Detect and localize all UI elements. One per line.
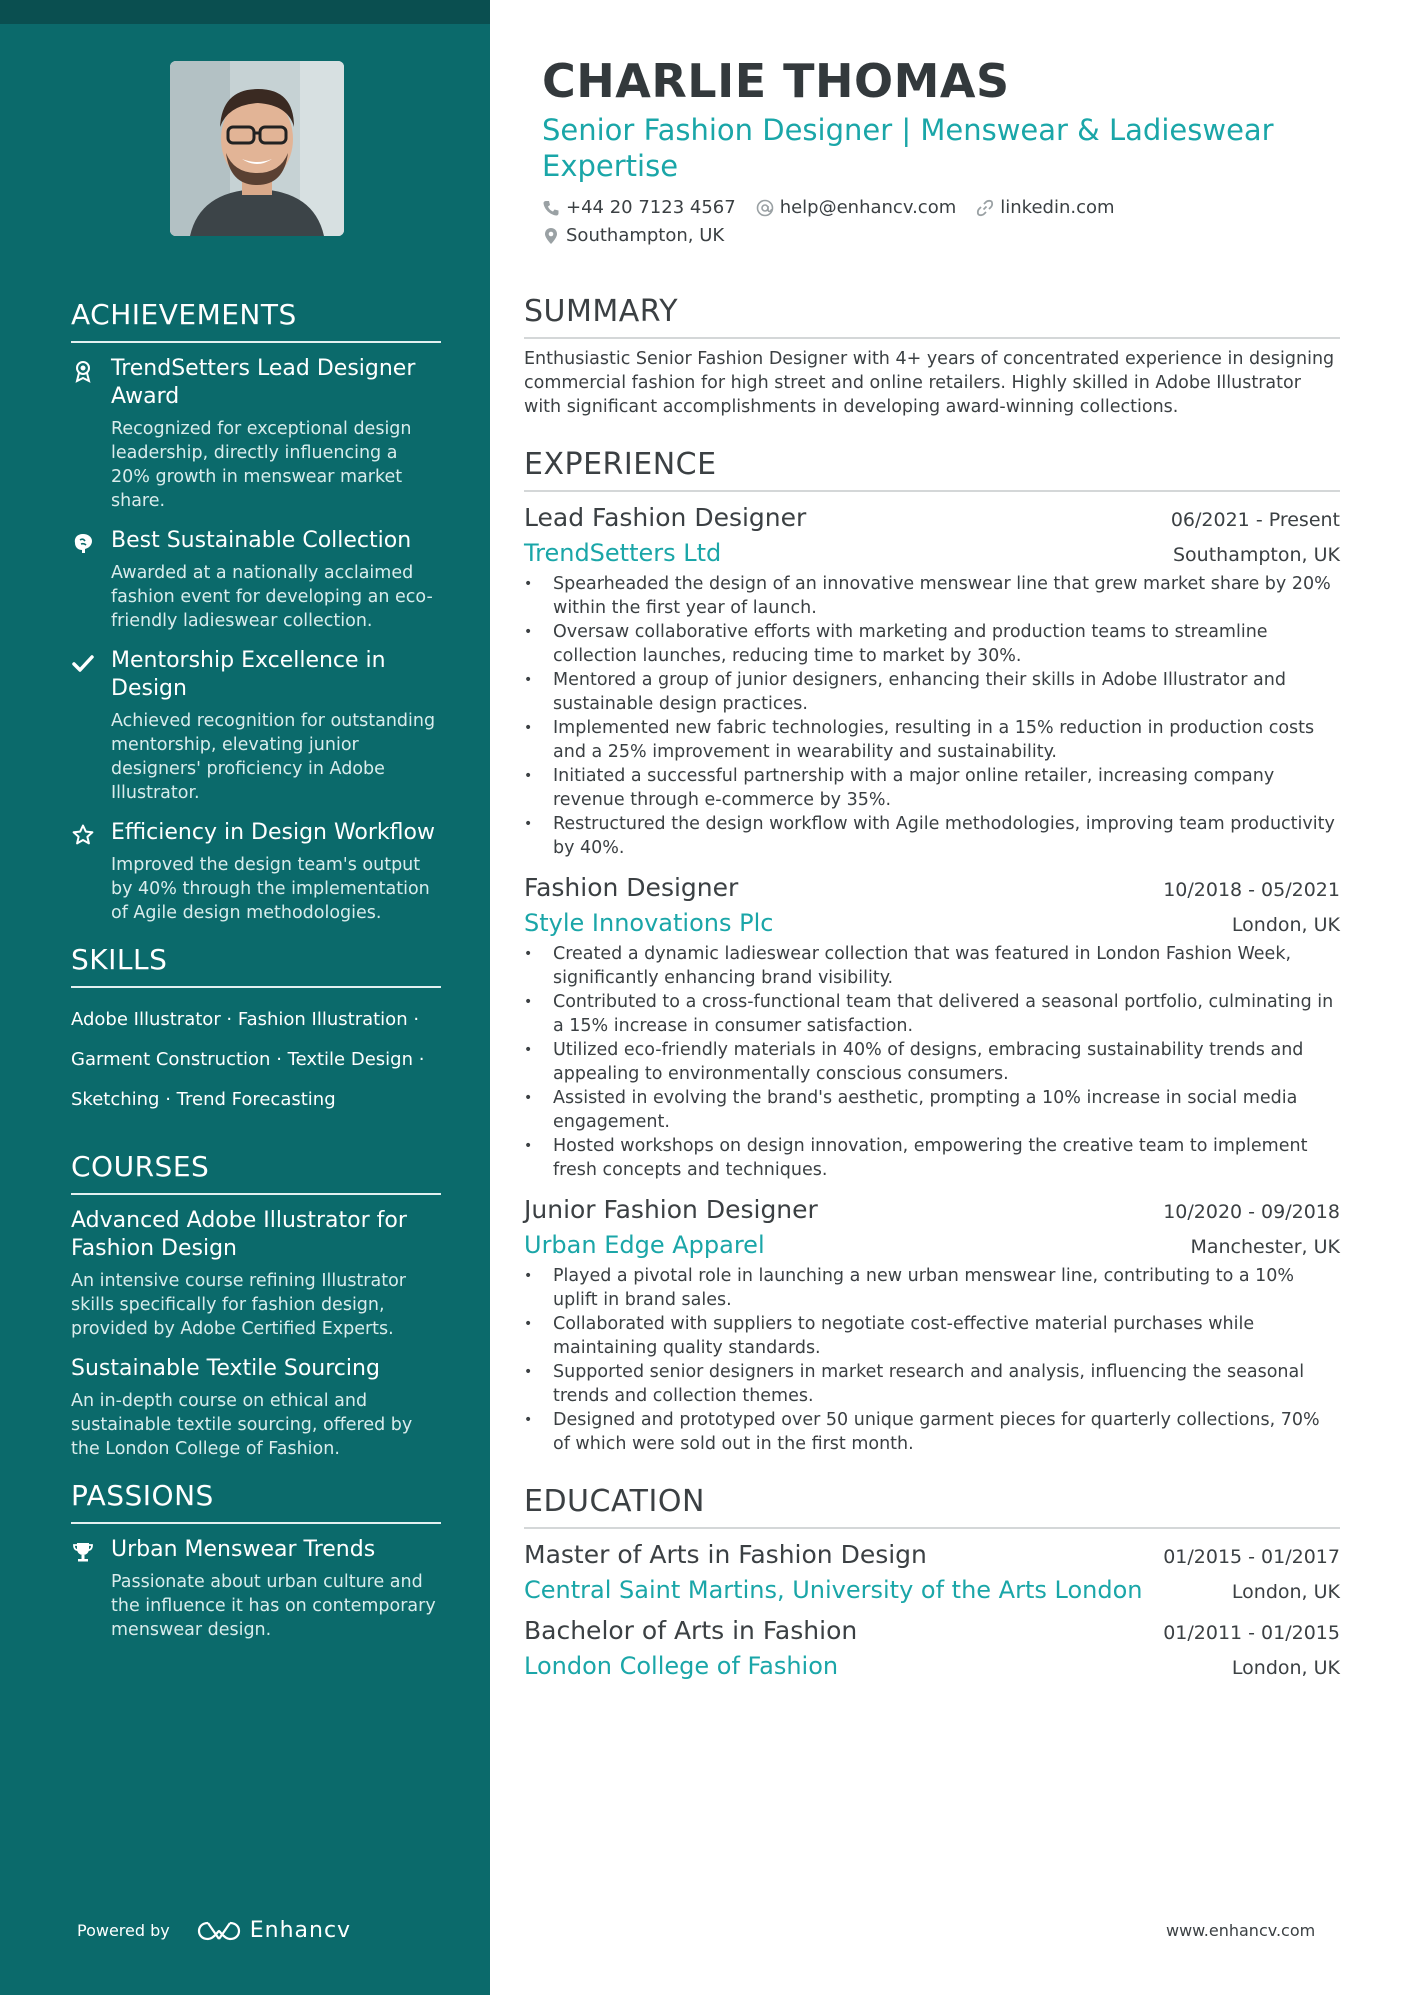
- passions-heading: PASSIONS: [71, 1479, 441, 1524]
- achievement-description: Achieved recognition for outstanding mentorship, elevating junior designers' proficiency in Adobe Illustrator.: [111, 711, 436, 803]
- phone-contact[interactable]: [542, 194, 736, 222]
- achievement-title: TrendSetters Lead Designer Award: [111, 356, 416, 409]
- location-text: Southampton, UK: [566, 225, 725, 246]
- courses-heading: COURSES: [71, 1150, 441, 1195]
- company-row: [524, 1228, 1340, 1262]
- school-location: London, UK: [1231, 1657, 1340, 1679]
- company-row: [524, 906, 1340, 940]
- brain-icon: [71, 531, 95, 555]
- education-entry: [524, 1613, 1340, 1683]
- skills-list: [71, 1000, 441, 1120]
- award-ribbon-icon: [71, 359, 95, 383]
- passion-description: Passionate about urban culture and the influence it has on contemporary menswear design.: [111, 1572, 436, 1640]
- skills-line: Garment Construction · Textile Design ·: [71, 1049, 425, 1070]
- passion-item: [71, 1536, 441, 1642]
- location-contact: [542, 222, 724, 250]
- degree-title: Bachelor of Arts in Fashion: [524, 1616, 858, 1645]
- main-content: [524, 54, 1340, 1689]
- location-pin-icon: [542, 227, 560, 245]
- achievement-title: Efficiency in Design Workflow: [111, 820, 435, 845]
- trophy-icon: [71, 1540, 95, 1564]
- bullet-item: • Utilized eco-friendly materials in 40% of designs, embracing sustainability trends and appealing to environmentally conscious consumers.: [524, 1038, 1340, 1086]
- course-description: An intensive course refining Illustrator skills specifically for fashion design, provided by Adobe Certified Experts.: [71, 1271, 406, 1339]
- bullet-item: • Mentored a group of junior designers, enhancing their skills in Adobe Illustrator and sustainable design practices.: [524, 668, 1340, 716]
- job-title-row: [524, 500, 1340, 536]
- phone-number: +44 20 7123 4567: [566, 197, 736, 218]
- achievement-item: [71, 819, 441, 925]
- degree-row: [524, 1537, 1340, 1573]
- achievement-item: [71, 355, 441, 513]
- bullet-item: • Initiated a successful partnership with a major online retailer, increasing company revenue through e-commerce by 35%.: [524, 764, 1340, 812]
- achievement-title: Best Sustainable Collection: [111, 528, 412, 553]
- profile-photo: [170, 61, 344, 236]
- course-title: Sustainable Textile Sourcing: [71, 1356, 380, 1381]
- school-name: London College of Fashion: [524, 1652, 839, 1680]
- job-location: Manchester, UK: [1190, 1236, 1340, 1258]
- job-location: Southampton, UK: [1173, 544, 1340, 566]
- contact-row: [542, 194, 1340, 222]
- enhancv-logo[interactable]: [196, 1918, 351, 1943]
- education-entry: [524, 1537, 1340, 1607]
- job-title: Junior Fashion Designer: [524, 1195, 818, 1224]
- sidebar-content: [71, 298, 441, 1656]
- check-icon: [71, 651, 95, 675]
- achievement-title: Mentorship Excellence in Design: [111, 648, 386, 701]
- course-item: [71, 1355, 441, 1461]
- education-dates: 01/2011 - 01/2015: [1163, 1622, 1340, 1644]
- achievement-description: Recognized for exceptional design leadership, directly influencing a 20% growth in menswear market share.: [111, 419, 412, 511]
- degree-title: Master of Arts in Fashion Design: [524, 1540, 927, 1569]
- sidebar-top-bar: [0, 0, 490, 24]
- company-name: Style Innovations Plc: [524, 909, 774, 937]
- experience-heading: EXPERIENCE: [524, 447, 1340, 492]
- link-icon: [976, 199, 994, 217]
- achievement-item: [71, 647, 441, 805]
- powered-by-label: Powered by: [77, 1921, 170, 1940]
- experience-entry: [524, 500, 1340, 860]
- job-bullets: [524, 1264, 1340, 1456]
- contact-row: [542, 222, 1340, 250]
- company-name: Urban Edge Apparel: [524, 1231, 765, 1259]
- degree-row: [524, 1613, 1340, 1649]
- achievement-item: [71, 527, 441, 633]
- linkedin-url: linkedin.com: [1000, 197, 1115, 218]
- bullet-item: • Supported senior designers in market research and analysis, influencing the seasonal trends and collection themes.: [524, 1360, 1340, 1408]
- phone-icon: [542, 199, 560, 217]
- experience-entry: [524, 1192, 1340, 1456]
- candidate-name: CHARLIE THOMAS: [542, 54, 1010, 108]
- email-contact[interactable]: [756, 194, 957, 222]
- skills-heading: SKILLS: [71, 943, 441, 988]
- powered-by: [77, 1918, 351, 1943]
- star-icon: [71, 823, 95, 847]
- job-bullets: [524, 942, 1340, 1182]
- profile-photo-illustration: [170, 61, 344, 236]
- school-name: Central Saint Martins, University of the Arts London: [524, 1576, 1143, 1604]
- job-title-row: [524, 1192, 1340, 1228]
- bullet-item: • Spearheaded the design of an innovative menswear line that grew market share by 20% within the first year of launch.: [524, 572, 1340, 620]
- linkedin-contact[interactable]: [976, 194, 1114, 222]
- job-title: Lead Fashion Designer: [524, 503, 807, 532]
- bullet-item: • Oversaw collaborative efforts with marketing and production teams to streamline collection launches, reducing time to market by 30%.: [524, 620, 1340, 668]
- bullet-item: • Played a pivotal role in launching a new urban menswear line, contributing to a 10% uplift in brand sales.: [524, 1264, 1340, 1312]
- job-dates: 10/2018 - 05/2021: [1163, 879, 1340, 901]
- education-dates: 01/2015 - 01/2017: [1163, 1546, 1340, 1568]
- course-description: An in-depth course on ethical and sustainable textile sourcing, offered by the London College of Fashion.: [71, 1391, 413, 1459]
- bullet-item: • Collaborated with suppliers to negotiate cost-effective material purchases while maintaining quality standards.: [524, 1312, 1340, 1360]
- bullet-item: • Restructured the design workflow with Agile methodologies, improving team productivity by 40%.: [524, 812, 1340, 860]
- course-item: [71, 1207, 441, 1341]
- achievement-description: Improved the design team's output by 40% through the implementation of Agile design methodologies.: [111, 855, 430, 923]
- course-title: Advanced Adobe Illustrator for Fashion Design: [71, 1208, 407, 1261]
- at-sign-icon: [756, 199, 774, 217]
- bullet-item: • Contributed to a cross-functional team that delivered a seasonal portfolio, culminating in a 15% increase in consumer satisfaction.: [524, 990, 1340, 1038]
- bullet-item: • Assisted in evolving the brand's aesthetic, prompting a 10% increase in social media engagement.: [524, 1086, 1340, 1134]
- job-title: Fashion Designer: [524, 873, 739, 902]
- enhancv-logo-text: Enhancv: [249, 1918, 352, 1943]
- summary-heading: SUMMARY: [524, 294, 1340, 339]
- job-dates: 06/2021 - Present: [1170, 509, 1340, 531]
- company-name: TrendSetters Ltd: [524, 539, 722, 567]
- enhancv-logo-icon: [196, 1920, 242, 1942]
- email-address: help@enhancv.com: [779, 197, 957, 218]
- contact-info: [542, 194, 1340, 250]
- job-dates: 10/2020 - 09/2018: [1163, 1201, 1340, 1223]
- experience-entry: [524, 870, 1340, 1182]
- school-row: [524, 1649, 1340, 1683]
- company-row: [524, 536, 1340, 570]
- achievements-heading: ACHIEVEMENTS: [71, 298, 441, 343]
- headline: Senior Fashion Designer | Menswear & Ladieswear Expertise: [542, 113, 1274, 183]
- education-heading: EDUCATION: [524, 1484, 1340, 1529]
- bullet-item: • Hosted workshops on design innovation, empowering the creative team to implement fresh concepts and techniques.: [524, 1134, 1340, 1182]
- passion-title: Urban Menswear Trends: [111, 1537, 376, 1562]
- footer-website-link[interactable]: www.enhancv.com: [1166, 1921, 1316, 1940]
- achievement-description: Awarded at a nationally acclaimed fashion event for developing an eco-friendly ladieswear collection.: [111, 563, 433, 631]
- school-row: [524, 1573, 1340, 1607]
- bullet-item: • Created a dynamic ladieswear collection that was featured in London Fashion Week, significantly enhancing brand visibility.: [524, 942, 1340, 990]
- job-bullets: [524, 572, 1340, 860]
- job-location: London, UK: [1231, 914, 1340, 936]
- bullet-item: • Designed and prototyped over 50 unique garment pieces for quarterly collections, 70% of which were sold out in the first month.: [524, 1408, 1340, 1456]
- skills-line: Sketching · Trend Forecasting: [71, 1089, 336, 1110]
- skills-line: Adobe Illustrator · Fashion Illustration ·: [71, 1009, 420, 1030]
- sidebar: [0, 0, 490, 1995]
- bullet-item: • Implemented new fabric technologies, resulting in a 15% reduction in production costs and a 25% improvement in wearability and sustainability.: [524, 716, 1340, 764]
- job-title-row: [524, 870, 1340, 906]
- summary-text: Enthusiastic Senior Fashion Designer with 4+ years of concentrated experience in designing commercial fashion for high street and online retailers. Highly skilled in Adobe Illustrator with significant accomplishments in developing award-winning collections.: [524, 349, 1335, 417]
- school-location: London, UK: [1231, 1581, 1340, 1603]
